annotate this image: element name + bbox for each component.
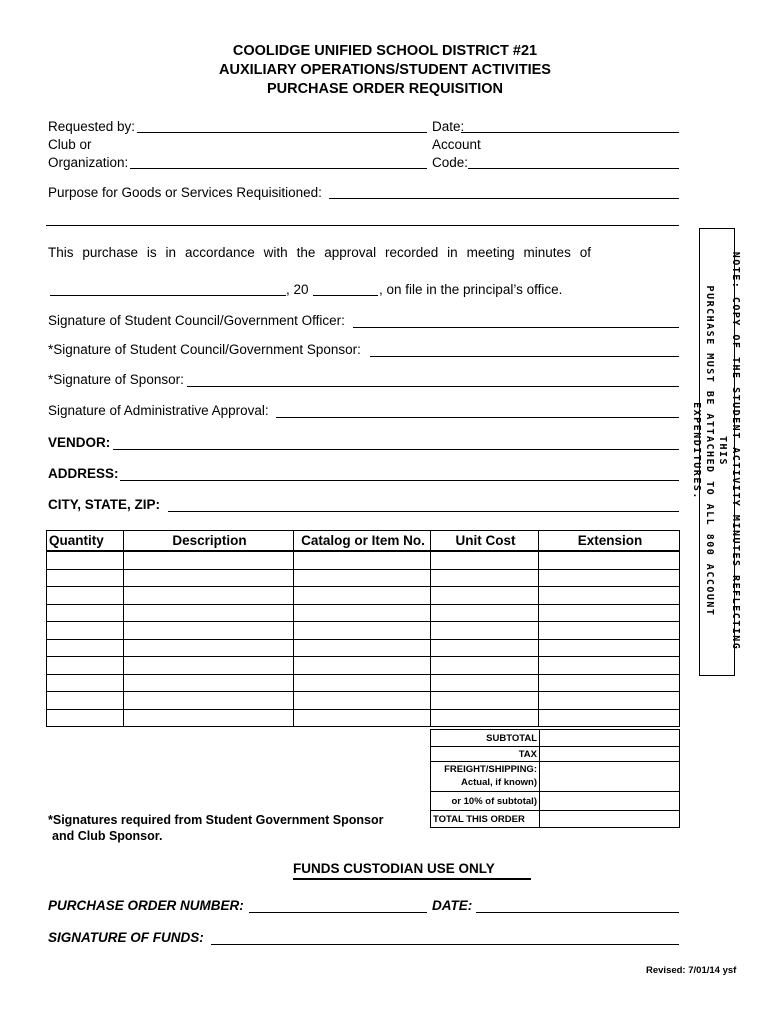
col-quantity: Quantity [47,531,124,552]
cell-unit-cost[interactable] [431,551,539,569]
cell-unit-cost[interactable] [431,709,539,727]
table-row [47,692,680,710]
cell-unit-cost[interactable] [431,674,539,692]
table-row [47,674,680,692]
cell-quantity[interactable] [47,674,124,692]
approval-statement: This purchase is in accordance with the approval recorded in meeting minutes of [48,245,591,260]
gov-sponsor-signature-field[interactable] [370,356,679,357]
cell-catalog[interactable] [294,639,431,657]
officer-signature-field[interactable] [353,327,679,328]
address-label: ADDRESS: [48,466,119,481]
funds-date-label: DATE: [432,898,473,913]
table-row [47,587,680,605]
city-state-zip-field[interactable] [168,511,679,512]
organization-field[interactable] [130,168,427,169]
cell-extension[interactable] [539,692,680,710]
cell-quantity[interactable] [47,551,124,569]
cell-catalog[interactable] [294,604,431,622]
cell-catalog[interactable] [294,674,431,692]
cell-description[interactable] [124,604,294,622]
cell-extension[interactable] [539,622,680,640]
cell-extension[interactable] [539,709,680,727]
requested-by-label: Requested by: [48,119,136,134]
cell-quantity[interactable] [47,657,124,675]
officer-signature-label: Signature of Student Council/Government Officer: [48,313,345,328]
cell-description[interactable] [124,551,294,569]
cell-catalog[interactable] [294,692,431,710]
table-row [47,551,680,569]
cell-quantity[interactable] [47,587,124,605]
ten-percent-label: or 10% of subtotal) [431,792,540,811]
admin-approval-field[interactable] [276,417,679,418]
purpose-field-line2[interactable] [46,225,679,226]
col-catalog: Catalog or Item No. [294,531,431,552]
cell-quantity[interactable] [47,569,124,587]
funds-custodian-heading: FUNDS CUSTODIAN USE ONLY [293,861,531,880]
freight-label [431,762,540,792]
cell-extension[interactable] [539,551,680,569]
cell-extension[interactable] [539,604,680,622]
totals-table [430,729,680,828]
cell-description[interactable] [124,657,294,675]
col-unit-cost: Unit Cost [431,531,539,552]
cell-unit-cost[interactable] [431,639,539,657]
cell-unit-cost[interactable] [431,622,539,640]
cell-quantity[interactable] [47,622,124,640]
signature-note-line2: and Club Sponsor. [52,829,163,843]
cell-unit-cost[interactable] [431,587,539,605]
form-title: PURCHASE ORDER REQUISITION [266,81,504,97]
po-number-field[interactable] [249,912,427,913]
cell-extension[interactable] [539,569,680,587]
requested-by-field[interactable] [137,132,427,133]
admin-approval-label: Signature of Administrative Approval: [48,403,269,418]
purpose-label: Purpose for Goods or Services Requisitioned: [48,185,322,200]
date-field[interactable] [461,132,679,133]
funds-signature-field[interactable] [211,944,679,945]
code-label: Code: [432,155,469,170]
date-label: Date: [432,119,465,134]
freight-value[interactable] [540,762,680,792]
freight-label-line1: FREIGHT/SHIPPING: [444,764,537,775]
ten-percent-value[interactable] [540,792,680,811]
cell-quantity[interactable] [47,639,124,657]
cell-quantity[interactable] [47,692,124,710]
club-or-label: Club or [48,137,92,152]
total-order-value[interactable] [540,811,680,828]
purpose-field[interactable] [329,198,679,199]
cell-catalog[interactable] [294,569,431,587]
cell-extension[interactable] [539,674,680,692]
year-field[interactable] [313,295,378,296]
funds-signature-label: SIGNATURE OF FUNDS: [48,930,204,945]
subtotal-label: SUBTOTAL [431,730,540,747]
po-number-label: PURCHASE ORDER NUMBER: [48,898,244,913]
address-field[interactable] [120,480,679,481]
vendor-field[interactable] [113,449,679,450]
signature-note-line1: *Signatures required from Student Government Sponsor [48,813,384,827]
sponsor-signature-label: *Signature of Sponsor: [48,372,184,387]
funds-date-field[interactable] [476,912,679,913]
tax-value[interactable] [540,747,680,762]
total-order-label: TOTAL THIS ORDER [431,811,540,828]
tax-label: TAX [431,747,540,762]
table-row [47,639,680,657]
col-extension: Extension [539,531,680,552]
side-note-text [690,233,742,669]
on-file-text: , on file in the principal’s office. [379,282,563,297]
account-label: Account [432,137,481,152]
items-table [46,530,680,727]
subtotal-value[interactable] [540,730,680,747]
cell-description[interactable] [124,569,294,587]
cell-description[interactable] [124,587,294,605]
cell-unit-cost[interactable] [431,692,539,710]
cell-unit-cost[interactable] [431,657,539,675]
revised-note: Revised: 7/01/14 ysf [646,965,737,976]
cell-extension[interactable] [539,657,680,675]
cell-description[interactable] [124,692,294,710]
vendor-label: VENDOR: [48,435,111,450]
cell-quantity[interactable] [47,604,124,622]
gov-sponsor-signature-label: *Signature of Student Council/Government Sponsor: [48,342,361,357]
table-row [47,569,680,587]
city-state-zip-label: CITY, STATE, ZIP: [48,497,161,512]
table-row [47,709,680,727]
cell-extension[interactable] [539,639,680,657]
cell-catalog[interactable] [294,587,431,605]
cell-quantity[interactable] [47,709,124,727]
cell-description[interactable] [124,639,294,657]
cell-catalog[interactable] [294,709,431,727]
table-row [47,604,680,622]
cell-catalog[interactable] [294,622,431,640]
table-row [47,622,680,640]
col-description: Description [124,531,294,552]
year-prefix: , 20 [286,282,309,297]
side-note-line2: PURCHASE MUST BE ATTACHED TO ALL 800 ACCOUNT EXPENDITURES. [691,285,715,617]
cell-description[interactable] [124,674,294,692]
cell-catalog[interactable] [294,551,431,569]
cell-description[interactable] [124,622,294,640]
cell-extension[interactable] [539,587,680,605]
cell-unit-cost[interactable] [431,569,539,587]
freight-label-line2: Actual, if known) [461,777,537,788]
sponsor-signature-field[interactable] [187,386,679,387]
cell-unit-cost[interactable] [431,604,539,622]
side-note-line1: NOTE: COPY OF THE STUDENT ACTIVITY MINUTES REFLECTING THIS [717,251,741,651]
department-title: AUXILIARY OPERATIONS/STUDENT ACTIVITIES [219,62,551,78]
account-code-field[interactable] [468,168,679,169]
cell-catalog[interactable] [294,657,431,675]
cell-description[interactable] [124,709,294,727]
district-title: COOLIDGE UNIFIED SCHOOL DISTRICT #21 [232,43,538,59]
table-row [47,657,680,675]
minutes-date-field[interactable] [50,295,286,296]
organization-label: Organization: [48,155,129,170]
